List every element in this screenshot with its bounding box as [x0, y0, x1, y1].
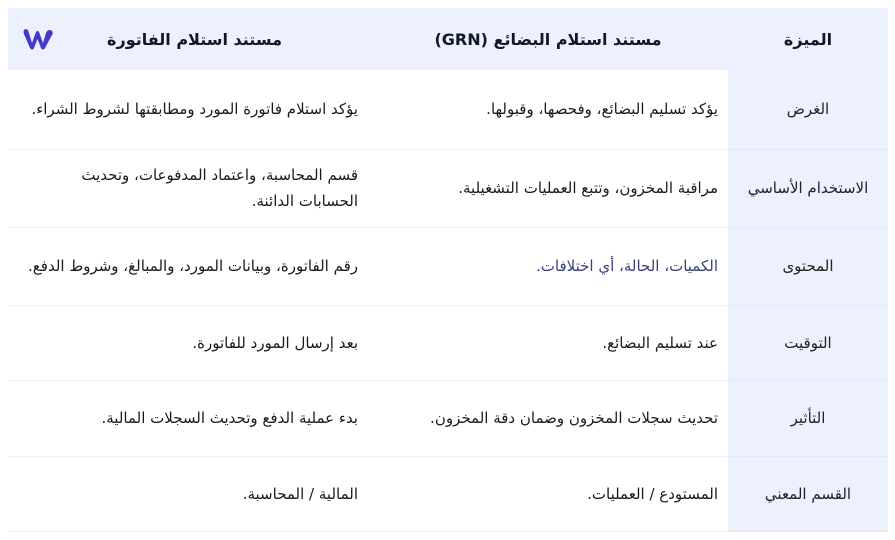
row-grn: عند تسليم البضائع.	[368, 305, 728, 380]
header-invoice: مستند استلام الفاتورة	[107, 29, 282, 49]
row-feature: التأثير	[728, 380, 888, 456]
table-row	[8, 456, 888, 531]
row-invoice: المالية / المحاسبة.	[8, 456, 368, 531]
row-feature: الاستخدام الأساسي	[728, 149, 888, 227]
w-logo-icon	[22, 26, 54, 52]
row-feature: القسم المعني	[728, 456, 888, 531]
row-invoice: بعد إرسال المورد للفاتورة.	[8, 305, 368, 380]
header-row	[8, 8, 888, 70]
row-grn: تحديث سجلات المخزون وضمان دقة المخزون.	[368, 380, 728, 456]
comparison-table	[8, 8, 888, 532]
row-invoice: قسم المحاسبة، واعتماد المدفوعات، وتحديث الحسابات الدائنة.	[8, 149, 368, 227]
table-row	[8, 227, 888, 305]
row-invoice: رقم الفاتورة، وبيانات المورد، والمبالغ، وشروط الدفع.	[8, 227, 368, 305]
row-grn: يؤكد تسليم البضائع، وفحصها، وقبولها.	[368, 70, 728, 149]
table-header	[8, 8, 888, 70]
header-grn: مستند استلام البضائع (GRN)	[368, 8, 728, 70]
table-row	[8, 380, 888, 456]
row-feature: المحتوى	[728, 227, 888, 305]
row-invoice: بدء عملية الدفع وتحديث السجلات المالية.	[8, 380, 368, 456]
header-invoice-inner	[8, 26, 368, 52]
table-row	[8, 70, 888, 149]
table-row	[8, 149, 888, 227]
row-grn: المستودع / العمليات.	[368, 456, 728, 531]
row-feature: التوقيت	[728, 305, 888, 380]
table-row	[8, 305, 888, 380]
table-body	[8, 70, 888, 531]
row-invoice: يؤكد استلام فاتورة المورد ومطابقتها لشروط الشراء.	[8, 70, 368, 149]
header-feature: الميزة	[728, 8, 888, 70]
row-grn: مراقبة المخزون، وتتبع العمليات التشغيلية.	[368, 149, 728, 227]
row-grn: الكميات، الحالة، أي اختلافات.	[368, 227, 728, 305]
header-invoice-cell	[8, 8, 368, 70]
row-feature: الغرض	[728, 70, 888, 149]
